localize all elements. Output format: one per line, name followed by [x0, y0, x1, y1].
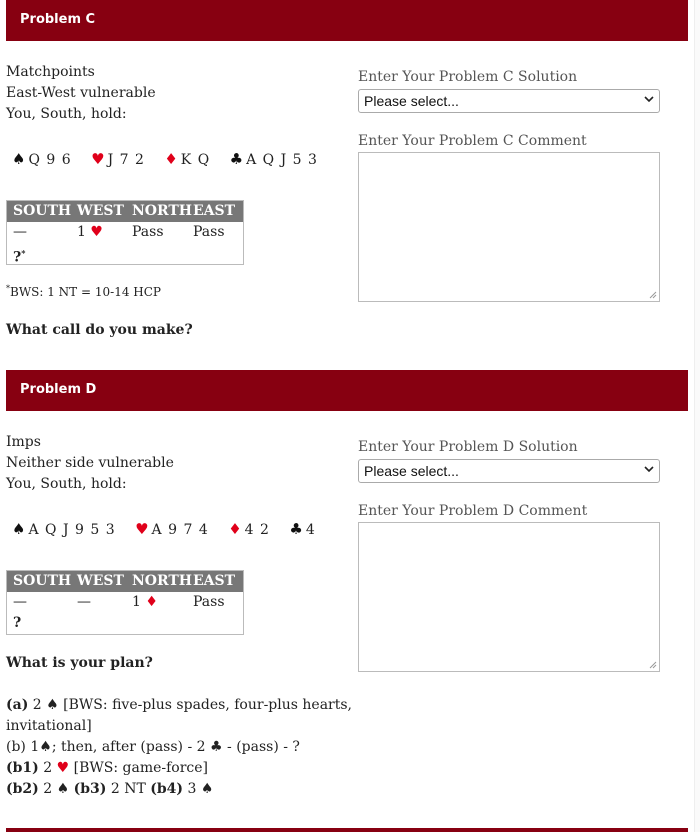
option-b1-text: [BWS: game-force] — [73, 760, 209, 776]
note-text: BWS: 1 NT = 10-14 HCP — [10, 285, 161, 299]
auction-cell: — — [77, 594, 91, 610]
auction-row — [7, 243, 243, 264]
auction-row — [7, 613, 243, 634]
problem-d-comment-label: Enter Your Problem D Comment — [358, 503, 588, 519]
problem-c-footnote — [6, 284, 161, 299]
problem-d-question: What is your plan? — [6, 655, 153, 671]
problem-d-solution-select[interactable] — [358, 459, 660, 483]
problem-d-header: Problem D — [20, 382, 97, 397]
select-value: Please select... — [364, 463, 459, 479]
option-b2-bid: 2 — [43, 781, 53, 797]
note-marker: * — [21, 248, 26, 258]
problem-c-vulnerability: East-West vulnerable — [6, 85, 156, 101]
auction-header-north: NORTH — [132, 203, 193, 219]
hand-clubs: A Q J 5 3 — [246, 152, 318, 168]
option-b — [6, 737, 300, 758]
spade-icon: ♠ — [39, 739, 52, 755]
next-problem-header-band — [6, 828, 688, 832]
diamond-icon: ♦ — [164, 150, 179, 168]
option-b1-bid: 2 — [43, 760, 53, 776]
problem-c-question: What call do you make? — [6, 322, 193, 338]
problem-d-header-band — [6, 370, 688, 411]
auction-cell — [71, 222, 126, 243]
option-b-text: (b) 1 — [6, 739, 40, 755]
hand-spades: A Q J 9 5 3 — [28, 522, 116, 538]
auction-header-west: WEST — [77, 573, 124, 589]
auction-header-east: EAST — [193, 203, 236, 219]
spade-icon: ♠ — [200, 781, 214, 797]
problem-d-comment-textarea[interactable] — [358, 522, 660, 672]
problem-c-hand — [12, 150, 318, 168]
option-b4-label: (b4) — [150, 781, 184, 797]
auction-header-south: SOUTH — [13, 203, 72, 219]
option-b1 — [6, 758, 208, 779]
option-b2-b3-b4 — [6, 779, 213, 800]
auction-header-east: EAST — [193, 573, 236, 589]
auction-question: ? — [13, 249, 22, 266]
heart-icon: ♥ — [90, 224, 103, 240]
problem-c-solution-select[interactable] — [358, 89, 660, 113]
auction-header-north: NORTH — [132, 573, 193, 589]
select-value: Please select... — [364, 93, 459, 109]
problem-d-vulnerability: Neither side vulnerable — [6, 455, 174, 471]
bid-level: 1 — [132, 594, 141, 610]
club-icon: ♣ — [210, 739, 223, 755]
hand-diamonds: K Q — [180, 152, 211, 168]
diamond-icon: ♦ — [145, 594, 158, 610]
option-b2-label: (b2) — [6, 781, 39, 797]
scrollbar-track[interactable] — [694, 0, 700, 832]
option-b1-label: (b1) — [6, 760, 39, 776]
auction-cell: Pass — [193, 224, 225, 240]
option-b-text: ; then, after (pass) - 2 — [51, 739, 206, 755]
auction-header-west: WEST — [77, 203, 124, 219]
option-b3-bid: 2 NT — [110, 781, 146, 797]
hand-spades: Q 9 6 — [28, 152, 72, 168]
auction-cell: ? — [13, 615, 22, 631]
auction-header-row — [7, 201, 243, 222]
problem-c-hold-label: You, South, hold: — [6, 106, 127, 122]
auction-cell — [126, 592, 189, 613]
auction-cell: — — [13, 594, 27, 610]
spade-icon: ♠ — [12, 520, 27, 538]
club-icon: ♣ — [289, 520, 304, 538]
option-b3-label: (b3) — [73, 781, 107, 797]
spade-icon: ♠ — [46, 697, 59, 713]
resize-grip-icon[interactable] — [649, 291, 657, 299]
hand-hearts: A 9 7 4 — [151, 522, 209, 538]
chevron-down-icon — [644, 94, 654, 104]
problem-d-auction-table — [6, 570, 244, 635]
chevron-down-icon — [644, 464, 654, 474]
auction-header-row — [7, 571, 243, 592]
auction-cell — [7, 243, 71, 264]
problem-d-hold-label: You, South, hold: — [6, 476, 127, 492]
problem-c-auction-table — [6, 200, 244, 265]
hand-diamonds: 4 2 — [244, 522, 270, 538]
spade-icon: ♠ — [56, 781, 70, 797]
note-marker: * — [6, 284, 10, 293]
option-a-text: [BWS: five-plus spades, four-plus hearts, — [63, 697, 352, 713]
problem-c-header: Problem C — [20, 12, 96, 27]
heart-icon: ♥ — [91, 150, 106, 168]
auction-cell: Pass — [193, 594, 225, 610]
option-b-text: - (pass) - ? — [227, 739, 300, 755]
option-a-bid: 2 — [32, 697, 42, 713]
heart-icon: ♥ — [56, 760, 70, 776]
problem-c-scoring: Matchpoints — [6, 64, 95, 80]
problem-c-solution-label: Enter Your Problem C Solution — [358, 69, 578, 85]
problem-d-scoring: Imps — [6, 434, 41, 450]
heart-icon: ♥ — [135, 520, 150, 538]
auction-row — [7, 222, 243, 243]
auction-row — [7, 592, 243, 613]
auction-header-south: SOUTH — [13, 573, 72, 589]
hand-hearts: J 7 2 — [107, 152, 145, 168]
diamond-icon: ♦ — [228, 520, 243, 538]
auction-cell: Pass — [132, 224, 164, 240]
option-a-continued: invitational] — [6, 718, 92, 734]
problem-c-comment-textarea[interactable] — [358, 152, 660, 302]
option-a — [6, 695, 352, 716]
problem-c-comment-label: Enter Your Problem C Comment — [358, 133, 587, 149]
option-a-label: (a) — [6, 697, 29, 713]
resize-grip-icon[interactable] — [649, 661, 657, 669]
spade-icon: ♠ — [12, 150, 27, 168]
bid-level: 1 — [77, 224, 86, 240]
auction-cell: — — [13, 224, 27, 240]
problem-d-solution-label: Enter Your Problem D Solution — [358, 439, 578, 455]
club-icon: ♣ — [229, 150, 245, 168]
hand-clubs: 4 — [305, 522, 316, 538]
problem-c-header-band — [6, 0, 688, 41]
problem-d-hand — [12, 520, 316, 538]
option-b4-bid: 3 — [187, 781, 197, 797]
